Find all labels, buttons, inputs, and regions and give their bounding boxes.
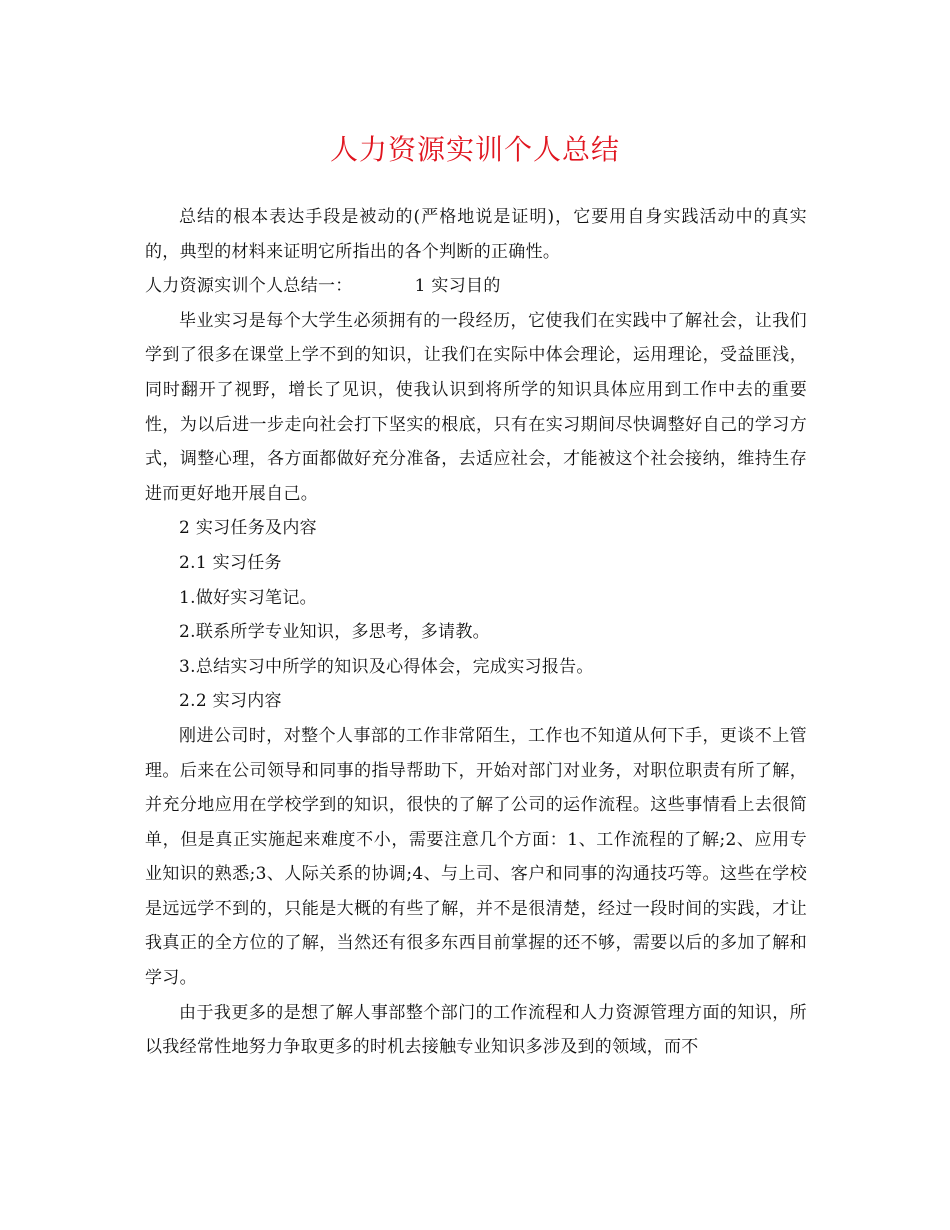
content-paragraph: 由于我更多的是想了解人事部整个部门的工作流程和人力资源管理方面的知识，所以我经常性地努力争取更多的时机去接触专业知识多涉及到的领域，而不 [145,1002,807,1058]
task-heading: 2 实习任务及内容 [179,518,317,539]
purpose-paragraph: 毕业实习是每个大学生必须拥有的一段经历，它使我们在实践中了解社会，让我们学到了很多在课堂上学不到的知识，让我们在实际中体会理论，运用理论，受益匪浅，同时翻开了视野，增长了见识，使我认识到将所学的知识具体应用到工作中去的重要性，为以后进一步走向社会打下坚实的根底，只有在实习期间尽快调整好自己的学习方式，调整心理，各方面都做好充分准备，去适应社会，才能被这个社会接纳，维持生存进而更好地开展自己。 [145,310,807,504]
task-item: 2.联系所学专业知识，多思考，多请教。 [179,622,490,643]
task-item: 3.总结实习中所学的知识及心得体会，完成实习报告。 [179,656,594,677]
section-heading-right: 1 实习目的 [414,276,501,297]
document-title: 人力资源实训个人总结 [329,133,620,166]
section-heading-left: 人力资源实训个人总结一： [145,276,353,297]
content-paragraph: 刚进公司时，对整个人事部的工作非常陌生，工作也不知道从何下手，更谈不上管理。后来在公司领导和同事的指导帮助下，开始对部门对业务，对职位职责有所了解，并充分地应用在学校学到的知识，很快的了解了公司的运作流程。这些事情看上去很简单，但是真正实施起来难度不小，需要注意几个方面：1、工作流程的了解;2、应用专业知识的熟悉;3、人际关系的协调;4、与上司、客户和同事的沟通技巧等。这些在学校是远远学不到的，只能是大概的有些了解，并不是很清楚，经过一段时间的实践，才让我真正的全方位的了解，当然还有很多东西目前掌握的还不够，需要以后的多加了解和学习。 [145,725,807,989]
section-heading [145,269,807,304]
document-body [145,200,807,1065]
task-item: 1.做好实习笔记。 [179,587,317,608]
task-sub-heading: 2.1 实习任务 [179,552,282,573]
intro-paragraph: 总结的根本表达手段是被动的(严格地说是证明)，它要用自身实践活动中的真实的，典型的材料来证明它所指出的各个判断的正确性。 [145,207,807,262]
content-sub-heading: 2.2 实习内容 [179,691,282,712]
